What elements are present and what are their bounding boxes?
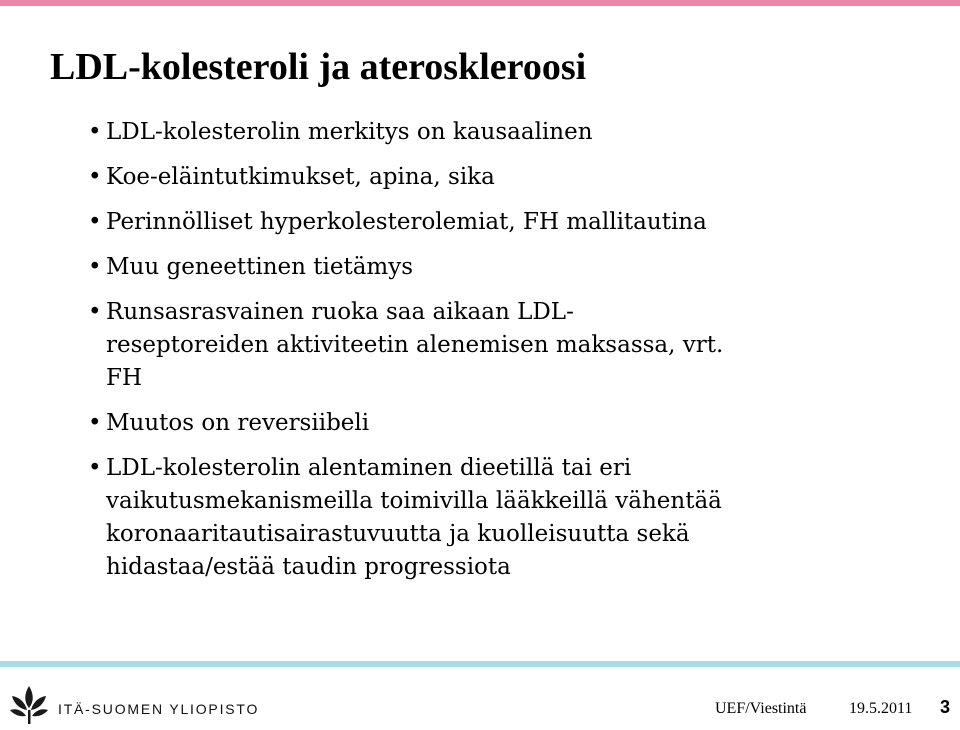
page-number: 3 bbox=[940, 697, 951, 717]
bullet-dot-icon: • bbox=[88, 119, 102, 145]
footer-organization: UEF/Viestintä bbox=[715, 700, 807, 717]
bullet-dot-icon: • bbox=[88, 455, 102, 481]
bullet-item bbox=[86, 116, 726, 149]
bullet-item bbox=[86, 296, 726, 395]
bullet-item bbox=[86, 452, 726, 584]
bullet-dot-icon: • bbox=[88, 164, 102, 190]
slide-title: LDL-kolesteroli ja ateroskleroosi bbox=[50, 46, 587, 88]
university-name: ITÄ-SUOMEN YLIOPISTO bbox=[58, 701, 260, 717]
bullet-item bbox=[86, 251, 726, 284]
uef-flower-logo-icon bbox=[8, 680, 54, 726]
bullet-text: Runsasrasvainen ruoka saa aikaan LDL-reseptoreiden aktiviteetin alenemisen maksassa, vrt. FH bbox=[106, 299, 724, 391]
bullet-text: Koe-eläintutkimukset, apina, sika bbox=[106, 164, 495, 190]
bullet-item bbox=[86, 206, 726, 239]
bullet-dot-icon: • bbox=[88, 410, 102, 436]
bullet-text: LDL-kolesterolin merkitys on kausaalinen bbox=[106, 119, 593, 145]
bullet-item bbox=[86, 161, 726, 194]
bullet-dot-icon: • bbox=[88, 209, 102, 235]
bullet-text: Perinnölliset hyperkolesterolemiat, FH mallitautina bbox=[106, 209, 707, 235]
bullet-dot-icon: • bbox=[88, 254, 102, 280]
bullet-dot-icon: • bbox=[88, 299, 102, 325]
bullet-list bbox=[86, 116, 726, 596]
footer-date: 19.5.2011 bbox=[849, 700, 913, 717]
bullet-text: Muutos on reversiibeli bbox=[106, 410, 370, 436]
bullet-item bbox=[86, 407, 726, 440]
bullet-text: Muu geneettinen tietämys bbox=[106, 254, 414, 280]
bottom-accent-bar bbox=[0, 661, 960, 667]
top-accent-bar bbox=[0, 0, 960, 6]
bullet-text: LDL-kolesterolin alentaminen dieetillä tai eri vaikutusmekanismeilla toimivilla lääkkeillä vähentää koronaaritautisairastuvuutta ja kuolleisuutta sekä hidastaa/estää taudin progressiota bbox=[106, 455, 722, 580]
